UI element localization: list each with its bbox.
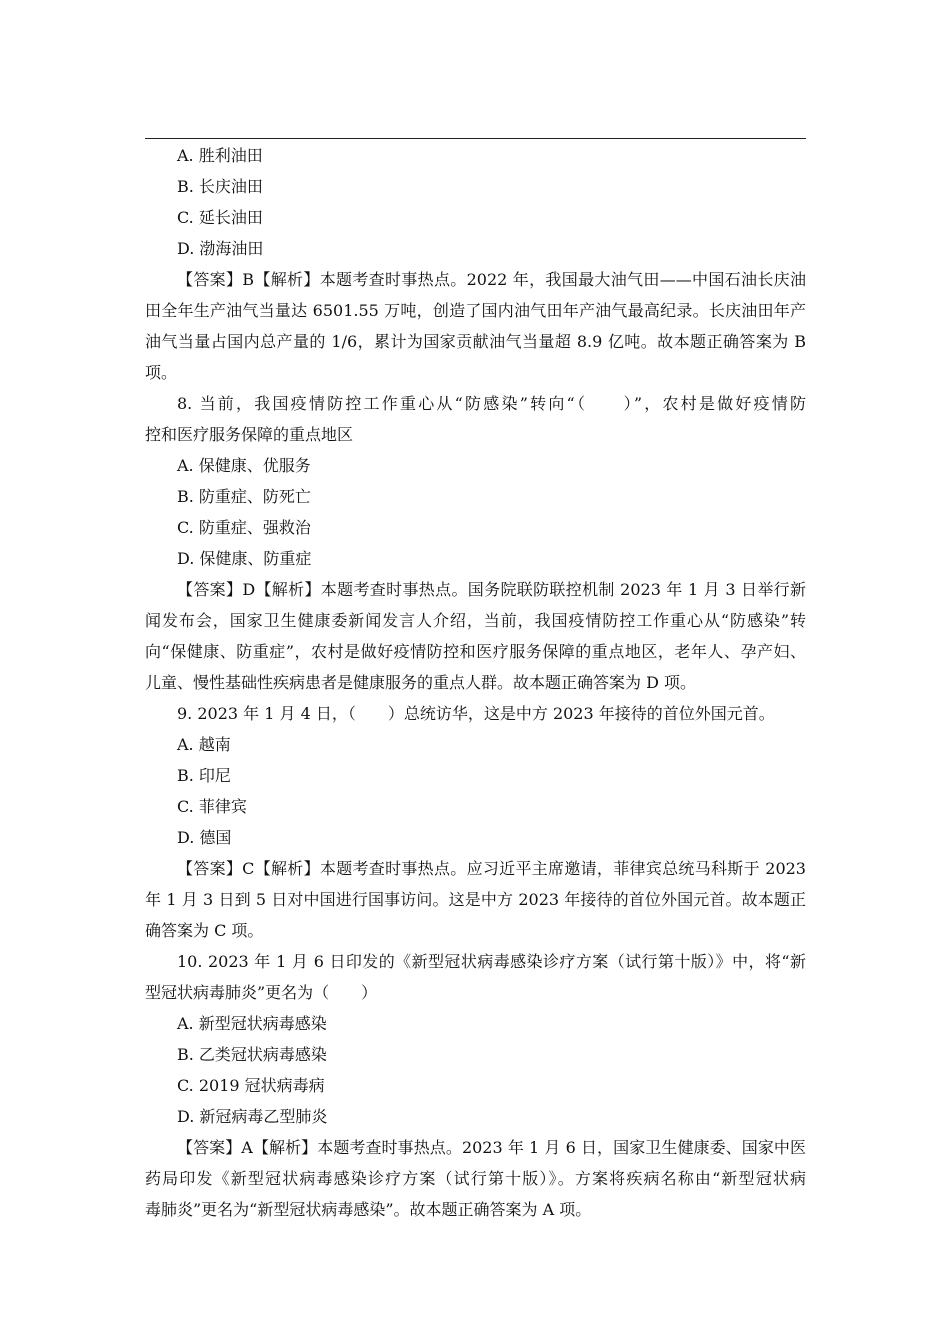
answer-option: A. 胜利油田 [177, 146, 263, 165]
answer-option: D. 渤海油田 [177, 239, 264, 258]
paragraph [145, 574, 806, 698]
answer-option: A. 保健康、优服务 [177, 456, 311, 475]
answer-option: C. 菲律宾 [177, 797, 247, 816]
paragraph-line: 9. 2023 年 1 月 4 日，（ ）总统访华，这是中方 2023 年接待的首位外国元首。 [177, 704, 775, 723]
paragraph-line: 8. 当前，我国疫情防控工作重心从“防感染”转向“（ ）”，农村是做好疫情防 [177, 394, 806, 413]
paragraph-line: 控和医疗服务保障的重点地区 [145, 425, 354, 444]
answer-option: D. 新冠病毒乙型肺炎 [177, 1107, 328, 1126]
answer-option: B. 防重症、防死亡 [177, 487, 311, 506]
paragraph-line: 油气当量占国内总产量的 1/6，累计为国家贡献油气当量超 8.9 亿吨。故本题正确答案为 B [145, 332, 806, 351]
paragraph-line: 【答案】B【解析】本题考查时事热点。2022 年，我国最大油气田——中国石油长庆油 [177, 270, 806, 289]
paragraph-line: 年 1 月 3 日到 5 日对中国进行国事访问。这是中方 2023 年接待的首位外国元首。故本题正 [145, 890, 806, 909]
paragraph [145, 853, 806, 946]
answer-option: A. 新型冠状病毒感染 [177, 1014, 327, 1033]
paragraph-line: 儿童、慢性基础性疾病患者是健康服务的重点人群。故本题正确答案为 D 项。 [145, 673, 697, 692]
answer-option: C. 2019 冠状病毒病 [177, 1076, 325, 1095]
paragraph-line: 向“保健康、防重症”，农村是做好疫情防控和医疗服务保障的重点地区，老年人、孕产妇、 [145, 642, 806, 661]
paragraph [145, 698, 806, 729]
answer-option: C. 延长油田 [177, 208, 263, 227]
answer-option: B. 乙类冠状病毒感染 [177, 1045, 327, 1064]
document-body [145, 140, 806, 1225]
answer-option: D. 德国 [177, 828, 232, 847]
paragraph [145, 1132, 806, 1225]
paragraph-line: 确答案为 C 项。 [145, 921, 264, 940]
paragraph-line: 毒肺炎”更名为“新型冠状病毒感染”。故本题正确答案为 A 项。 [145, 1200, 592, 1219]
answer-option: A. 越南 [177, 735, 231, 754]
paragraph [145, 388, 806, 450]
paragraph-line: 型冠状病毒肺炎”更名为（ ） [145, 983, 378, 1002]
paragraph-line: 田全年生产油气当量达 6501.55 万吨，创造了国内油气田年产油气最高纪录。长庆油田年产 [145, 301, 806, 320]
paragraph-line: 10. 2023 年 1 月 6 日印发的《新型冠状病毒感染诊疗方案（试行第十版）》中，将“新 [177, 952, 806, 971]
header-rule [145, 138, 806, 139]
answer-option: C. 防重症、强救治 [177, 518, 311, 537]
answer-option: B. 印尼 [177, 766, 231, 785]
paragraph-line: 【答案】C【解析】本题考查时事热点。应习近平主席邀请，菲律宾总统马科斯于 2023 [177, 859, 806, 878]
paragraph-line: 【答案】D【解析】本题考查时事热点。国务院联防联控机制 2023 年 1 月 3 日举行新 [177, 580, 806, 599]
paragraph-line: 【答案】A【解析】本题考查时事热点。2023 年 1 月 6 日，国家卫生健康委、国家中医 [177, 1138, 806, 1157]
paragraph-line: 项。 [145, 363, 178, 382]
paragraph-line: 闻发布会，国家卫生健康委新闻发言人介绍，当前，我国疫情防控工作重心从“防感染”转 [145, 611, 806, 630]
paragraph [145, 264, 806, 388]
paragraph [145, 946, 806, 1008]
answer-option: D. 保健康、防重症 [177, 549, 312, 568]
paragraph-line: 药局印发《新型冠状病毒感染诊疗方案（试行第十版）》。方案将疾病名称由“新型冠状病 [145, 1169, 806, 1188]
answer-option: B. 长庆油田 [177, 177, 263, 196]
